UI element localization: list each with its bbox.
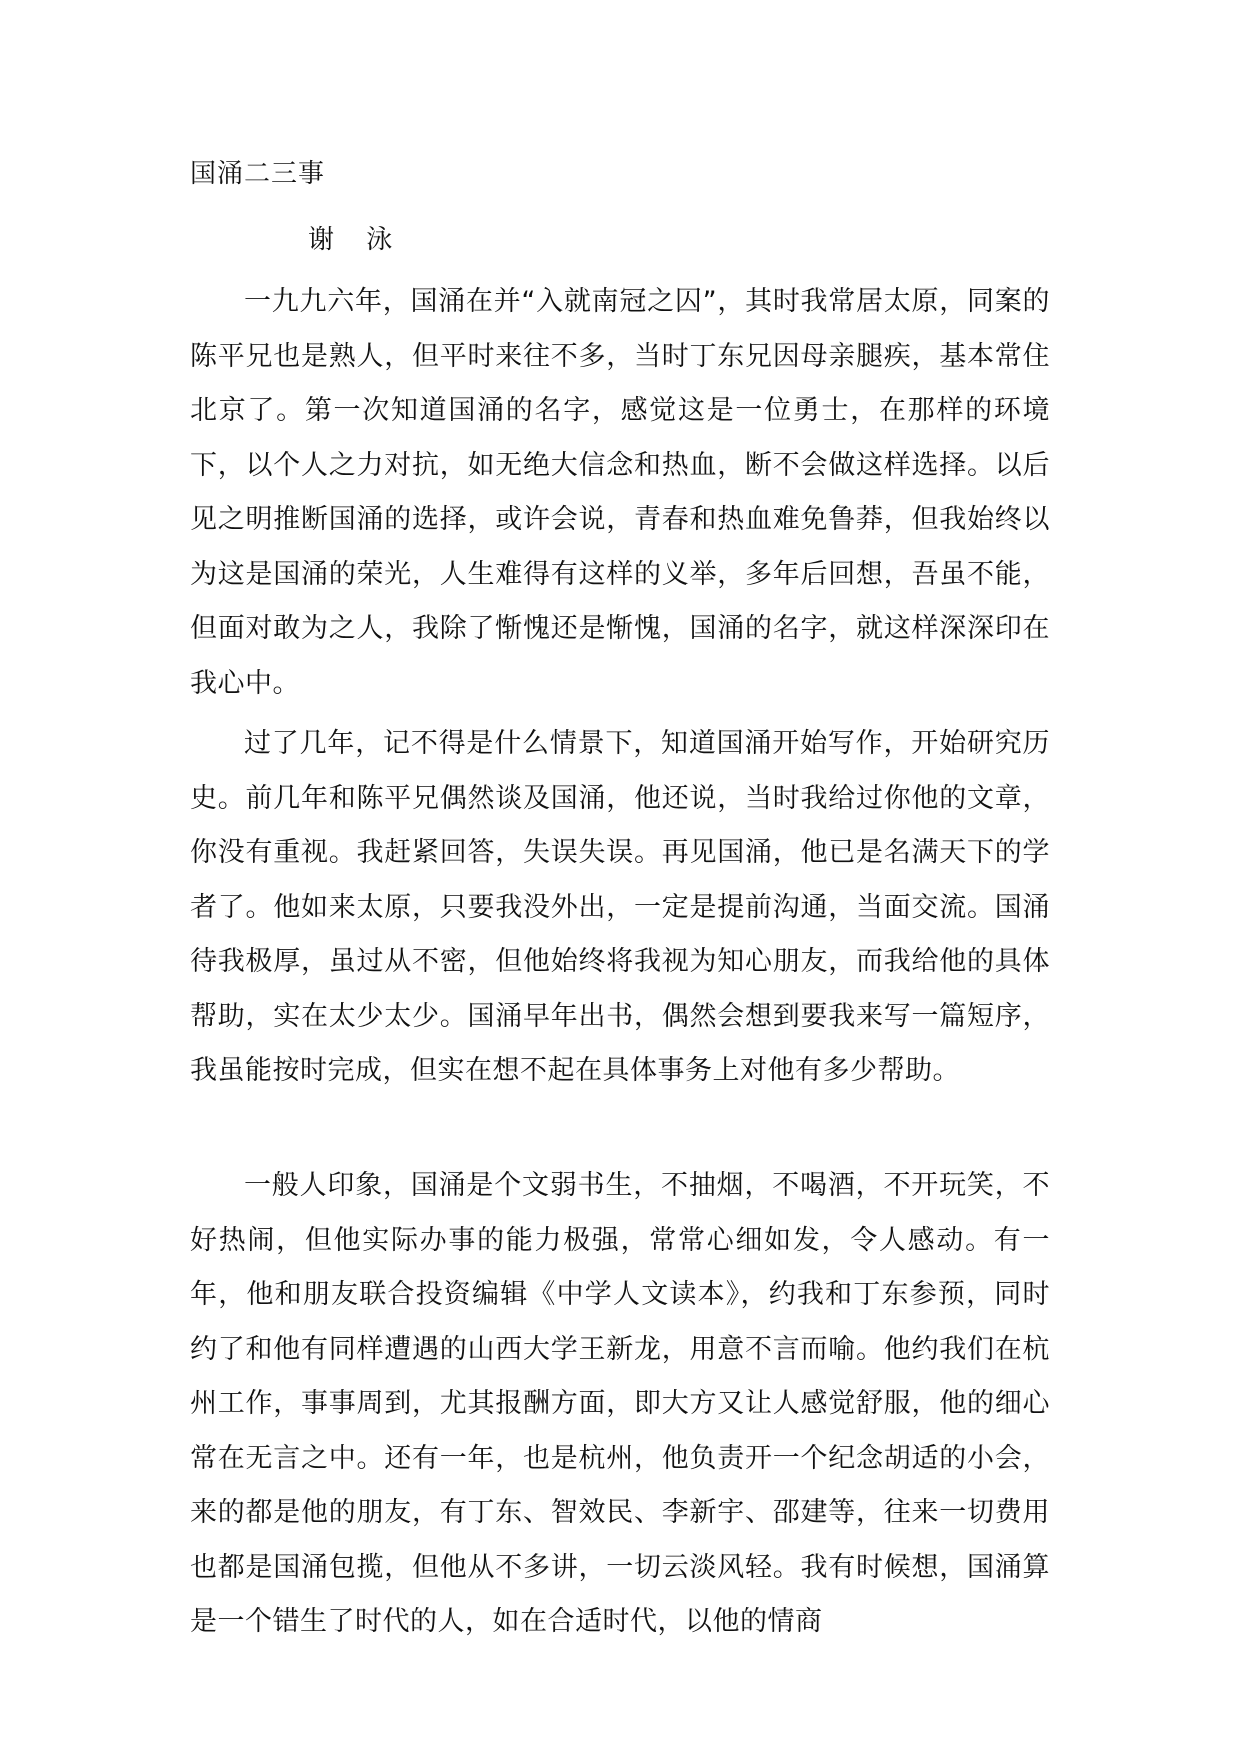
paragraph-2: 过了几年，记不得是什么情景下，知道国涌开始写作，开始研究历史。前几年和陈平兄偶然谈及国涌，他还说，当时我给过你他的文章，你没有重视。我赶紧回答，失误失误。再见国涌，他已是名满天下的学者了。他如来太原，只要我没外出，一定是提前沟通，当面交流。国涌待我极厚，虽过从不密，但他始终将我视为知心朋友，而我给他的具体帮助，实在太少太少。国涌早年出书，偶然会想到要我来写一篇短序，我虽能按时完成，但实在想不起在具体事务上对他有多少帮助。 bbox=[190, 728, 1050, 1086]
article-author: 谢 泳 bbox=[308, 225, 405, 255]
article-title: 国涌二三事 bbox=[190, 159, 326, 189]
paragraph-1: 一九九六年，国涌在并“入就南冠之囚”，其时我常居太原，同案的陈平兄也是熟人，但平时来往不多，当时丁东兄因母亲腿疾，基本常住北京了。第一次知道国涌的名字，感觉这是一位勇士，在那样的环境下，以个人之力对抗，如无绝大信念和热血，断不会做这样选择。以后见之明推断国涌的选择，或许会说，青春和热血难免鲁莽，但我始终以为这是国涌的荣光，人生难得有这样的义举，多年后回想，吾虽不能，但面对敢为之人，我除了惭愧还是惭愧，国涌的名字，就这样深深印在我心中。 bbox=[190, 286, 1050, 699]
paragraph-3: 一般人印象，国涌是个文弱书生，不抽烟，不喝酒，不开玩笑，不好热闹，但他实际办事的能力极强，常常心细如发，令人感动。有一年，他和朋友联合投资编辑《中学人文读本》，约我和丁东参预，同时约了和他有同样遭遇的山西大学王新龙，用意不言而喻。他约我们在杭州工作，事事周到，尤其报酬方面，即大方又让人感觉舒服，他的细心常在无言之中。还有一年，也是杭州，他负责开一个纪念胡适的小会，来的都是他的朋友，有丁东、智效民、李新宇、邵建等，往来一切费用也都是国涌包揽，但他从不多讲，一切云淡风轻。我有时候想，国涌算是一个错生了时代的人，如在合适时代，以他的情商 bbox=[190, 1170, 1050, 1637]
